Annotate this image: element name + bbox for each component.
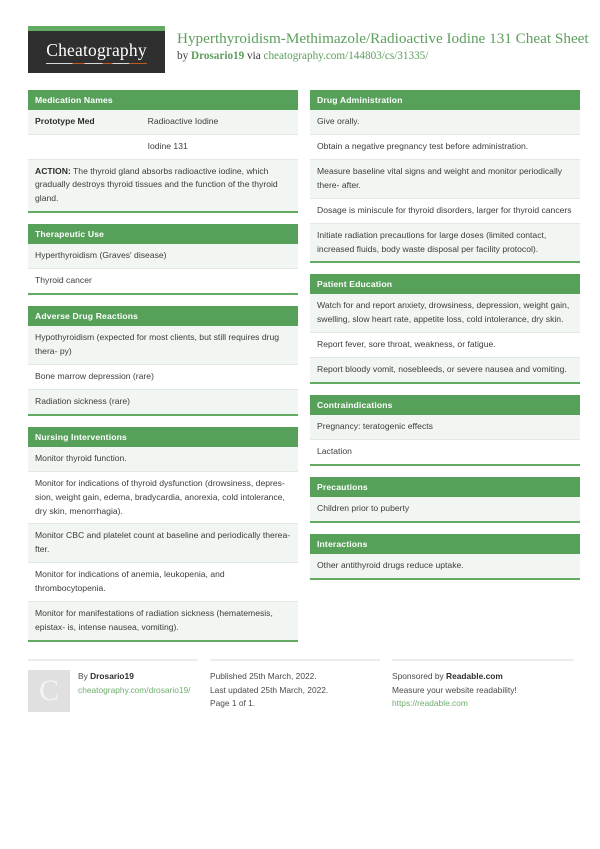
footer-profile-link[interactable]: cheatography.com/drosario19/ — [78, 684, 191, 695]
by-label: by — [177, 50, 189, 62]
footer-author-block — [28, 659, 198, 712]
published-date: Published 25th March, 2022. — [210, 671, 317, 682]
table-row — [28, 135, 298, 160]
row-key — [35, 140, 148, 154]
section-card — [28, 224, 298, 295]
section-card — [310, 395, 580, 466]
list-item: Monitor for manifestations of radiation sickness (hematemesis, epistax- is, intense nausea, vomiting). — [28, 602, 298, 640]
section-header: Therapeutic Use — [28, 224, 298, 244]
logo-box — [28, 31, 165, 73]
table-row — [28, 110, 298, 135]
footer-sponsor-block — [392, 659, 574, 712]
page-header — [28, 26, 589, 78]
section-header: Precautions — [310, 477, 580, 497]
right-column — [310, 90, 580, 591]
footer-by-label: By — [78, 671, 88, 682]
title-block — [177, 26, 589, 62]
section-header: Nursing Interventions — [28, 427, 298, 447]
list-item: Watch for and report anxiety, drowsiness, depression, weight gain, swelling, slow heart rate, appetite loss, cold intolerance, dry skin. — [310, 294, 580, 333]
logo-wordmark: Cheatography — [46, 40, 147, 64]
section-card — [28, 427, 298, 642]
source-url-link[interactable]: cheatography.com/144803/cs/31335/ — [263, 50, 429, 62]
list-item: Monitor for indications of anemia, leukopenia, and thrombocytopenia. — [28, 563, 298, 602]
section-card — [28, 90, 298, 213]
section-card — [310, 274, 580, 384]
avatar: C — [28, 670, 70, 712]
section-header: Interactions — [310, 534, 580, 554]
list-item: Lactation — [310, 440, 580, 464]
list-item: Dosage is miniscule for thyroid disorders, larger for thyroid cancers — [310, 199, 580, 224]
content-columns — [28, 90, 572, 653]
section-header: Medication Names — [28, 90, 298, 110]
section-header: Patient Education — [310, 274, 580, 294]
list-item — [28, 160, 298, 212]
updated-date: Last updated 25th March, 2022. — [210, 684, 329, 695]
list-item: Monitor CBC and platelet count at baseline and periodically therea- fter. — [28, 524, 298, 563]
section-card — [310, 90, 580, 263]
list-item: Hyperthyroidism (Graves' disease) — [28, 244, 298, 269]
list-item: Monitor for indications of thyroid dysfunction (drowsiness, depres- sion, weight gain, edema, bradycardia, anorexia, cold intolerance, dry skin, menorrhagia). — [28, 472, 298, 525]
list-item: Report bloody vomit, nosebleeds, or severe nausea and vomiting. — [310, 358, 580, 382]
footer-author-name: Drosario19 — [90, 671, 134, 682]
list-item: Monitor thyroid function. — [28, 447, 298, 472]
list-item: Hypothyroidism (expected for most clients, but still requires drug thera- py) — [28, 326, 298, 365]
section-card — [310, 477, 580, 523]
row-value: Iodine 131 — [147, 140, 188, 151]
section-header: Adverse Drug Reactions — [28, 306, 298, 326]
list-item: Report fever, sore throat, weakness, or fatigue. — [310, 333, 580, 358]
sponsored-label: Sponsored by — [392, 671, 444, 682]
row-value: Radioactive Iodine — [147, 116, 219, 126]
page-footer — [28, 659, 572, 712]
section-header: Drug Administration — [310, 90, 580, 110]
sponsor-url-link[interactable]: https://readable.com — [392, 698, 468, 709]
row-label: ACTION: — [35, 165, 71, 176]
list-item: Give orally. — [310, 110, 580, 135]
list-item: Obtain a negative pregnancy test before administration. — [310, 135, 580, 160]
list-item: Initiate radiation precautions for large doses (limited contact, increased fluids, body waste disposal per facility protocol). — [310, 224, 580, 262]
left-column — [28, 90, 298, 653]
page-title: Hyperthyroidism-Methimazole/Radioactive Iodine 131 Cheat Sheet — [177, 30, 589, 47]
list-item: Children prior to puberty — [310, 497, 580, 521]
sponsor-name[interactable]: Readable.com — [446, 671, 503, 682]
section-card — [310, 534, 580, 580]
footer-publish-block — [210, 659, 380, 712]
sponsor-tagline: Measure your website readability! — [392, 684, 517, 695]
list-item: Radiation sickness (rare) — [28, 390, 298, 414]
via-label: via — [247, 50, 261, 62]
sponsor-line — [392, 670, 574, 684]
section-header: Contraindications — [310, 395, 580, 415]
list-item: Other antithyroid drugs reduce uptake. — [310, 554, 580, 578]
section-card — [28, 306, 298, 416]
list-item: Bone marrow depression (rare) — [28, 365, 298, 390]
list-item: Pregnancy: teratogenic effects — [310, 415, 580, 440]
footer-by-line — [78, 670, 191, 684]
page-number: Page 1 of 1. — [210, 698, 256, 709]
byline — [177, 50, 572, 62]
author-link[interactable]: Drosario19 — [190, 50, 245, 62]
list-item: Thyroid cancer — [28, 269, 298, 293]
list-item: Measure baseline vital signs and weight and monitor periodically there- after. — [310, 160, 580, 199]
row-text: The thyroid gland absorbs radioactive iodine, which gradually destroys thyroid tissues and the function of the thyroid gland. — [35, 165, 278, 204]
cheatography-logo[interactable] — [28, 26, 165, 73]
row-key: Prototype Med — [35, 116, 95, 126]
